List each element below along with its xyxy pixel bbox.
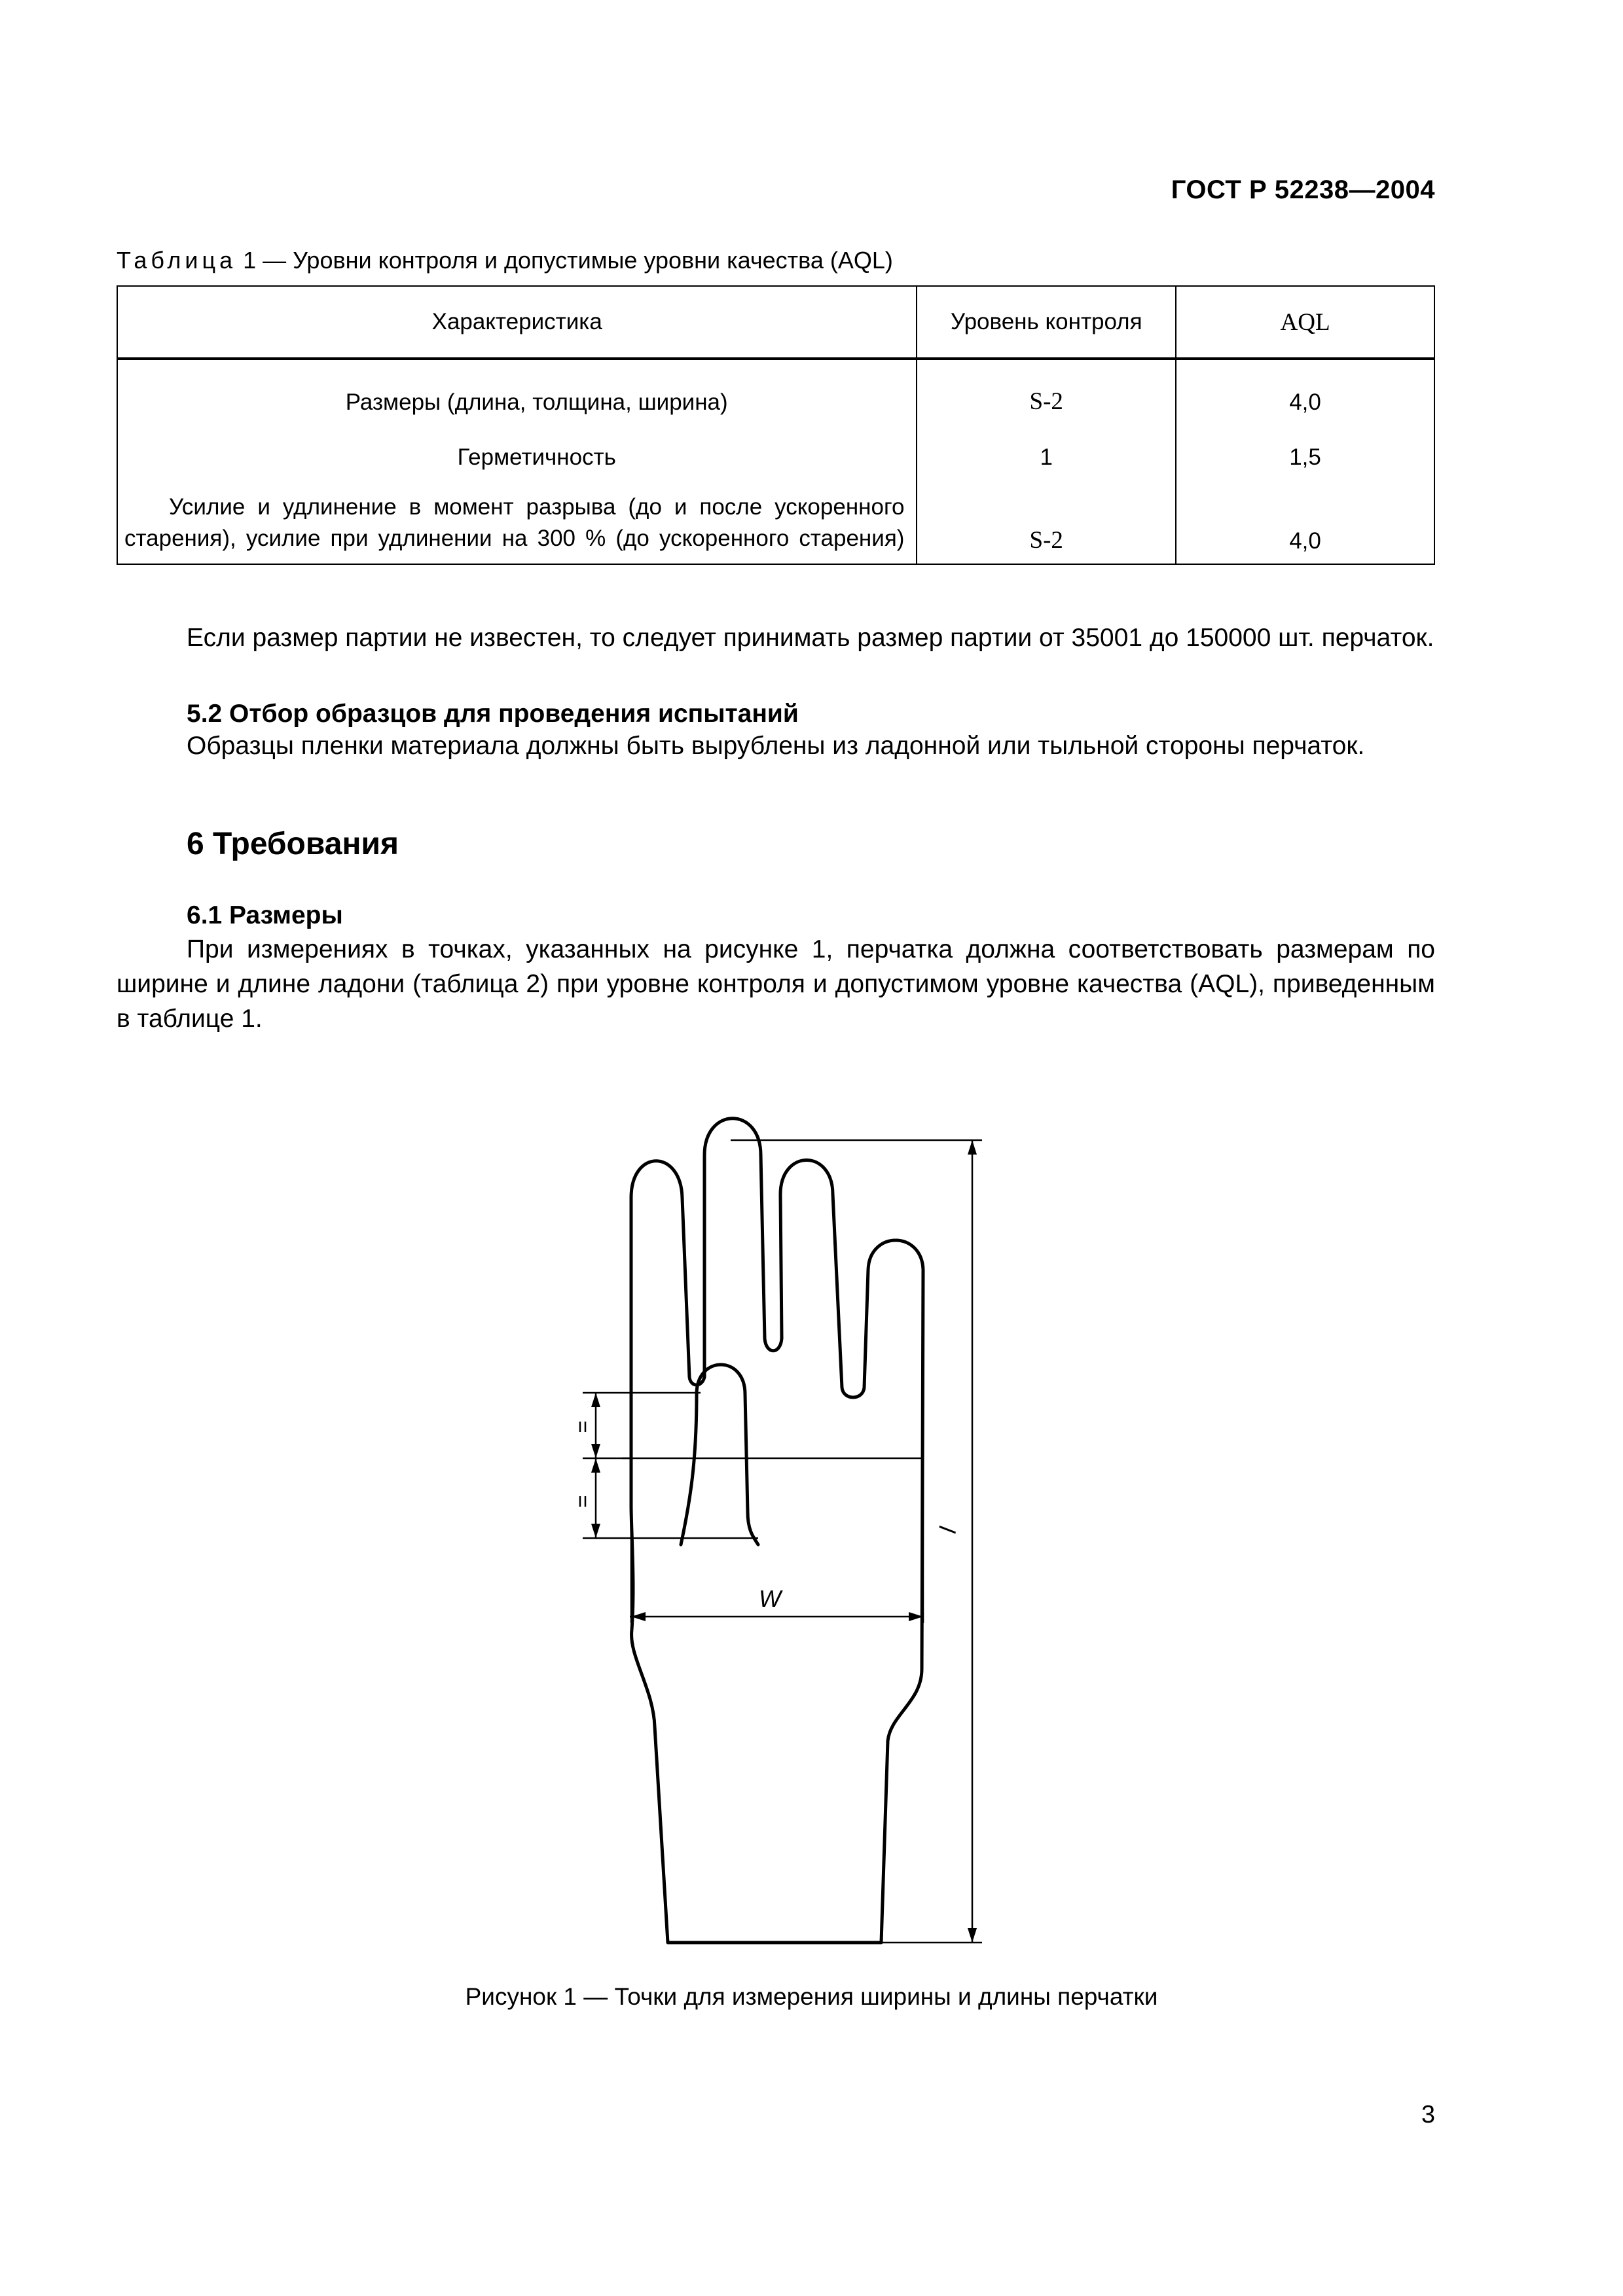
table-row — [117, 416, 1434, 471]
table-caption-prefix: Таблица — [117, 247, 237, 274]
header-aql: AQL — [1176, 286, 1434, 359]
table-row — [117, 359, 1434, 416]
page-number: 3 — [1421, 2101, 1435, 2128]
table-caption — [117, 247, 893, 274]
length-label: l — [934, 1525, 962, 1535]
equal-marks — [580, 1422, 585, 1507]
row-aql: 1,5 — [1176, 416, 1434, 471]
row-level: S-2 — [917, 471, 1176, 564]
dimension-arrows — [591, 1140, 977, 1943]
batch-size-note: Если размер партии не известен, то следует принимать размер партии от 35001 до 150000 шт. перчаток. — [187, 624, 1434, 652]
document-header: ГОСТ Р 52238—2004 — [1171, 175, 1435, 204]
row-aql: 4,0 — [1176, 359, 1434, 416]
section-5-2-body: Образцы пленки материала должны быть вырублены из ладонной или тыльной стороны перчаток. — [187, 732, 1365, 760]
glove-outline — [631, 1119, 923, 1943]
table-row — [117, 471, 1434, 564]
row-characteristic — [117, 471, 917, 564]
row-characteristic: Размеры (длина, толщина, ширина) — [117, 359, 917, 416]
figure-caption: Рисунок 1 — Точки для измерения ширины и длины перчатки — [465, 1983, 1158, 2010]
header-characteristic: Характеристика — [117, 286, 917, 359]
row-aql: 4,0 — [1176, 471, 1434, 564]
row-level: 1 — [917, 416, 1176, 471]
header-control-level: Уровень контроля — [917, 286, 1176, 359]
table-caption-text: 1 — Уровни контроля и допустимые уровни качества (AQL) — [236, 247, 893, 274]
section-6-1-title: 6.1 Размеры — [187, 901, 343, 929]
row-characteristic: Герметичность — [117, 416, 917, 471]
width-label: W — [759, 1585, 781, 1612]
thumb-outline — [681, 1365, 758, 1545]
glove-figure — [550, 1113, 1021, 1957]
row-characteristic-line1: Усилие и удлинение в момент разрыва (до и после ускоренного — [169, 494, 905, 520]
section-6-title: 6 Требования — [187, 827, 399, 861]
control-levels-table — [117, 285, 1435, 565]
row-level: S-2 — [917, 359, 1176, 416]
section-5-2-title: 5.2 Отбор образцов для проведения испытаний — [187, 700, 799, 728]
section-6-1-body: При измерениях в точках, указанных на рисунке 1, перчатка должна соответствовать размерам по ширине и длине ладони (таблица 2) при уровне контроля и допустимом уровне качества (AQL), приведенным в таблице 1. — [117, 935, 1435, 1033]
row-characteristic-line2: старения), усилие при удлинении на 300 % (до ускоренного старения) — [124, 526, 905, 551]
